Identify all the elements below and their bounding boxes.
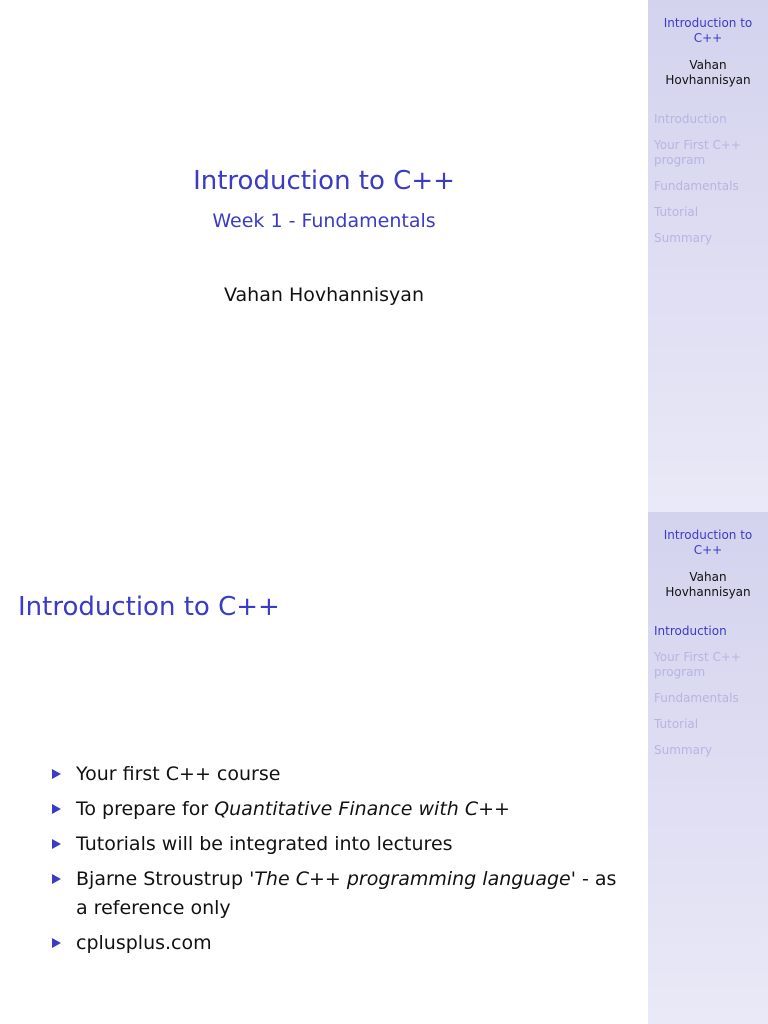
frame-title: Introduction to C++: [18, 592, 280, 622]
sidebar-item-introduction[interactable]: Introduction: [654, 112, 727, 126]
bullet-item: [52, 830, 632, 859]
bullet-list: [52, 760, 632, 964]
bullet-item: [52, 795, 632, 824]
presentation-subtitle: Week 1 - Fundamentals: [212, 210, 436, 232]
sidebar-item-summary[interactable]: Summary: [654, 231, 712, 245]
sidebar-nav: [654, 624, 764, 769]
bullet-triangle-icon: [52, 938, 61, 948]
bullet-emphasis: Quantitative Finance with C++: [214, 798, 510, 820]
sidebar-author: Vahan Hovhannisyan: [665, 58, 751, 87]
bullet-text: Tutorials will be integrated into lectures: [76, 833, 453, 855]
sidebar-item-tutorial[interactable]: Tutorial: [654, 205, 699, 219]
presentation-author: Vahan Hovhannisyan: [224, 284, 424, 306]
sidebar-item-first-program[interactable]: Your First C++ program: [654, 650, 741, 679]
bullet-text: ' - as a reference only: [76, 868, 617, 919]
bullet-triangle-icon: [52, 874, 61, 884]
bullet-item: [52, 760, 632, 789]
bullet-text: To prepare for: [76, 798, 215, 820]
bullet-text: Bjarne Stroustrup ': [76, 868, 255, 890]
bullet-triangle-icon: [52, 769, 61, 779]
sidebar: [648, 512, 768, 1024]
sidebar-item-first-program[interactable]: Your First C++ program: [654, 138, 741, 167]
sidebar-nav: [654, 112, 764, 257]
sidebar-item-fundamentals[interactable]: Fundamentals: [654, 691, 739, 705]
sidebar-presentation-title[interactable]: Introduction to C++: [663, 528, 753, 557]
sidebar-item-fundamentals[interactable]: Fundamentals: [654, 179, 739, 193]
sidebar-item-tutorial[interactable]: Tutorial: [654, 717, 699, 731]
bullet-text: Your first C++ course: [76, 763, 281, 785]
bullet-triangle-icon: [52, 804, 61, 814]
bullet-item: [52, 929, 632, 958]
sidebar: [648, 0, 768, 512]
sidebar-author: Vahan Hovhannisyan: [665, 570, 751, 599]
sidebar-item-introduction[interactable]: Introduction: [654, 624, 727, 638]
bullet-emphasis: The C++ programming language: [254, 868, 571, 890]
sidebar-item-summary[interactable]: Summary: [654, 743, 712, 757]
sidebar-presentation-title[interactable]: Introduction to C++: [663, 16, 753, 45]
bullet-triangle-icon: [52, 839, 61, 849]
bullet-item: [52, 865, 632, 923]
presentation-title: Introduction to C++: [193, 166, 455, 196]
bullet-link[interactable]: cplusplus.com: [76, 932, 212, 954]
introduction-slide: [0, 512, 768, 1024]
